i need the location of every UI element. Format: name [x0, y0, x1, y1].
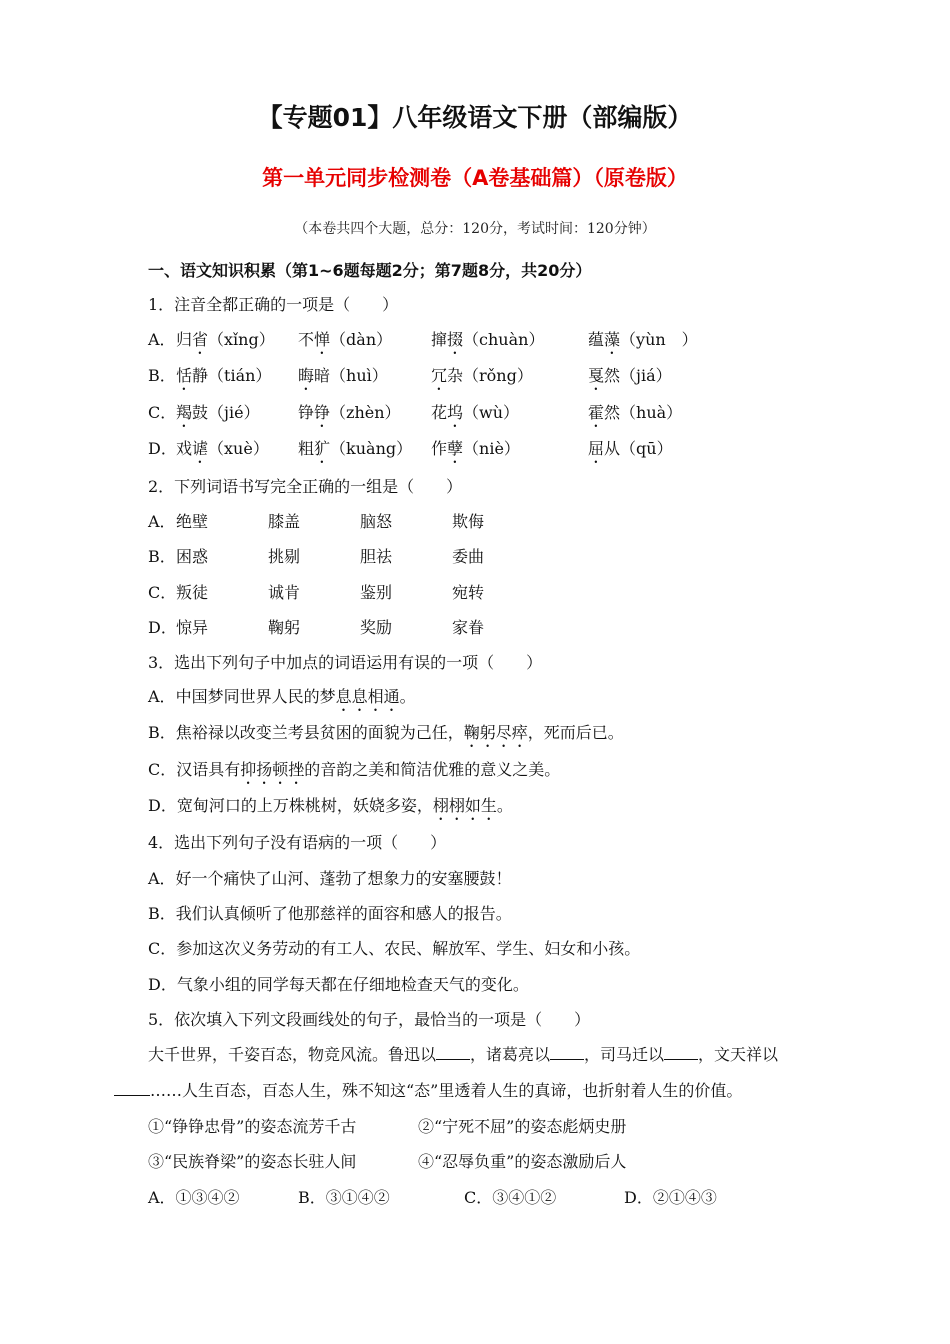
question-5-stem: 5．依次填入下列文段画线处的句子，最恰当的一项是（ ） — [148, 1010, 591, 1029]
page-subtitle: 第一单元同步检测卷（A卷基础篇）（原卷版） — [262, 166, 688, 190]
pinyin-text: （xǐng） — [208, 330, 275, 349]
dotted-character: 冗 — [431, 366, 448, 385]
question-2-word: 欺侮 — [452, 512, 485, 531]
dotted-character: 掇 — [447, 330, 464, 349]
question-1-option-term — [588, 363, 672, 394]
dotted-character: 省 — [192, 330, 209, 349]
question-4-stem: 4．选出下列句子没有语病的一项（ ） — [148, 833, 447, 852]
pinyin-text: （kuàng） — [330, 439, 413, 458]
question-2-option-label: C． — [148, 583, 177, 602]
question-2-word: 叛徒 — [176, 583, 209, 602]
option-text: 。 — [496, 796, 513, 815]
question-5-choice-a: A．①③④② — [148, 1188, 240, 1207]
question-5-choice-c: C．③④①② — [464, 1188, 557, 1207]
pinyin-text: （chuàn） — [463, 330, 545, 349]
question-5-item-3: ③“民族脊梁”的姿态长驻人间 — [148, 1152, 357, 1171]
pinyin-text: 暗（huì） — [314, 366, 388, 385]
question-1-option-term — [431, 327, 544, 358]
passage-text: ，文天祥以 — [698, 1045, 779, 1064]
dotted-character: 晦 — [298, 366, 315, 385]
question-2-option-label: D． — [148, 618, 177, 637]
question-3-stem: 3．选出下列句子中加点的词语运用有误的一项（ ） — [148, 653, 543, 672]
pinyin-text: 杂（rǒng） — [447, 366, 533, 385]
option-text: 焦裕禄以改变兰考县贫困的面貌为己任， — [175, 723, 464, 742]
question-1-option-term — [588, 436, 673, 467]
pinyin-text: 鼓（jié） — [192, 403, 260, 422]
question-4-option-a: A．好一个痛快了山河、蓬勃了想象力的安塞腰鼓！ — [148, 869, 512, 888]
pinyin-text: 然（huà） — [604, 403, 683, 422]
pinyin-text: （xuè） — [208, 439, 269, 458]
option-text: 宽甸河口的上万株桃树，妖娆多姿， — [176, 796, 433, 815]
term-text: 作 — [431, 439, 448, 458]
section-heading: 一、语文知识积累（第1~6题每题2分；第7题8分，共20分） — [148, 261, 592, 280]
dotted-character: 戛 — [588, 366, 605, 385]
dotted-character: 恬 — [176, 366, 193, 385]
fill-blank — [436, 1045, 470, 1060]
option-text: B． — [148, 723, 176, 742]
dotted-character: 藻 — [604, 330, 621, 349]
question-2-word: 膝盖 — [268, 512, 301, 531]
term-text: 不 — [298, 330, 315, 349]
option-text: A． — [148, 687, 176, 706]
passage-text: ，诸葛亮以 — [470, 1045, 551, 1064]
question-4-option-c: C．参加这次义务劳动的有工人、农民、解放军、学生、妇女和小孩。 — [148, 939, 641, 958]
question-5-choice-d: D．②①④③ — [624, 1188, 717, 1207]
option-text: C． — [148, 760, 177, 779]
term-text: 粗 — [298, 439, 315, 458]
question-2-option-label: B． — [148, 547, 176, 566]
question-2-word: 诚肯 — [268, 583, 301, 602]
question-1-option-label: D． — [148, 439, 177, 458]
dotted-character: 惮 — [314, 330, 331, 349]
option-text: 。 — [399, 687, 416, 706]
question-1-option-label: C． — [148, 403, 177, 422]
question-3-option — [148, 720, 624, 751]
term-text: 归 — [176, 330, 193, 349]
question-3-option — [148, 684, 416, 715]
question-5-item-1: ①“铮铮忠骨”的姿态流芳千古 — [148, 1117, 357, 1136]
dotted-phrase: 息息相通 — [335, 687, 400, 706]
term-text: 花 — [431, 403, 448, 422]
question-2-word: 鉴别 — [360, 583, 393, 602]
dotted-phrase: 抑扬顿挫 — [240, 760, 305, 779]
question-1-option-term — [298, 363, 388, 394]
question-1-option-term — [298, 400, 401, 431]
pinyin-text: 从（qū） — [604, 439, 673, 458]
dotted-character: 铮 — [314, 403, 331, 422]
pinyin-text: （niè） — [463, 439, 520, 458]
question-5-passage-line-2 — [114, 1078, 742, 1101]
question-2-word: 委曲 — [452, 547, 485, 566]
question-1-option-term — [176, 400, 260, 431]
option-text: D． — [148, 796, 177, 815]
dotted-character: 霍 — [588, 403, 605, 422]
question-1-option-term — [176, 436, 269, 467]
dotted-character: 羯 — [176, 403, 193, 422]
question-2-word: 奖励 — [360, 618, 393, 637]
question-4-option-b: B．我们认真倾听了他那慈祥的面容和感人的报告。 — [148, 904, 512, 923]
dotted-phrase: 栩栩如生 — [432, 796, 497, 815]
question-2-option-label: A． — [148, 512, 176, 531]
option-text: ，死而后已。 — [527, 723, 624, 742]
dotted-character: 屈 — [588, 439, 605, 458]
dotted-character: 谑 — [192, 439, 209, 458]
option-text: 汉语具有 — [176, 760, 241, 779]
pinyin-text: （yùn ） — [620, 330, 698, 349]
fill-blank — [550, 1045, 584, 1060]
question-3-option — [148, 757, 560, 788]
question-2-word: 挑剔 — [268, 547, 301, 566]
term-text: 蕴 — [588, 330, 605, 349]
question-4-option-d: D．气象小组的同学每天都在仔细地检查天气的变化。 — [148, 975, 529, 994]
question-1-option-term — [431, 400, 519, 431]
dotted-phrase: 鞠躬尽瘁 — [463, 723, 528, 742]
passage-text: ，司马迁以 — [584, 1045, 665, 1064]
fill-blank — [114, 1081, 150, 1096]
question-2-word: 胆祛 — [360, 547, 393, 566]
fill-blank — [664, 1045, 698, 1060]
passage-text: ……人生百态，百态人生，殊不知这“态”里透着人生的真谛，也折射着人生的价值。 — [150, 1081, 743, 1100]
question-1-option-term — [431, 363, 533, 394]
pinyin-text: 然（jiá） — [604, 366, 672, 385]
term-text: 铮 — [298, 403, 315, 422]
question-3-option — [148, 793, 513, 824]
dotted-character: 坞 — [447, 403, 464, 422]
pinyin-text: （zhèn） — [330, 403, 401, 422]
question-2-word: 鞠躬 — [268, 618, 301, 637]
question-2-word: 绝壁 — [176, 512, 209, 531]
question-2-word: 家眷 — [452, 618, 485, 637]
page-title: 【专题01】八年级语文下册（部编版） — [257, 103, 693, 132]
question-5-item-2: ②“宁死不屈”的姿态彪炳史册 — [418, 1117, 627, 1136]
question-1-option-term — [176, 327, 275, 358]
pinyin-text: 静（tián） — [192, 366, 272, 385]
dotted-character: 孽 — [447, 439, 464, 458]
question-2-word: 脑怒 — [360, 512, 393, 531]
exam-note: （本卷共四个大题，总分：120分，考试时间：120分钟） — [294, 221, 656, 237]
question-1-option-term — [431, 436, 520, 467]
question-2-stem: 2．下列词语书写完全正确的一组是（ ） — [148, 477, 463, 496]
question-1-option-term — [588, 400, 682, 431]
question-1-stem: 1．注音全都正确的一项是（ ） — [148, 295, 399, 314]
question-5-passage-line-1 — [148, 1042, 778, 1065]
question-2-word: 困惑 — [176, 547, 209, 566]
option-text: 的音韵之美和简洁优雅的意义之美。 — [304, 760, 561, 779]
pinyin-text: （wù） — [463, 403, 520, 422]
dotted-character: 犷 — [314, 439, 331, 458]
question-1-option-term — [298, 327, 392, 358]
question-1-option-label: B． — [148, 366, 176, 385]
passage-text: 大千世界，千姿百态，物竞风流。鲁迅以 — [148, 1045, 437, 1064]
question-2-word: 惊异 — [176, 618, 209, 637]
question-1-option-term — [298, 436, 412, 467]
question-5-choice-b: B．③①④② — [298, 1188, 390, 1207]
question-1-option-term — [588, 327, 698, 358]
pinyin-text: （dàn） — [330, 330, 393, 349]
option-text: 中国梦同世界人民的梦 — [175, 687, 336, 706]
question-1-option-label: A． — [148, 330, 176, 349]
question-5-item-4: ④“忍辱负重”的姿态激励后人 — [418, 1152, 627, 1171]
term-text: 撺 — [431, 330, 448, 349]
question-2-word: 宛转 — [452, 583, 485, 602]
question-1-option-term — [176, 363, 271, 394]
term-text: 戏 — [176, 439, 193, 458]
